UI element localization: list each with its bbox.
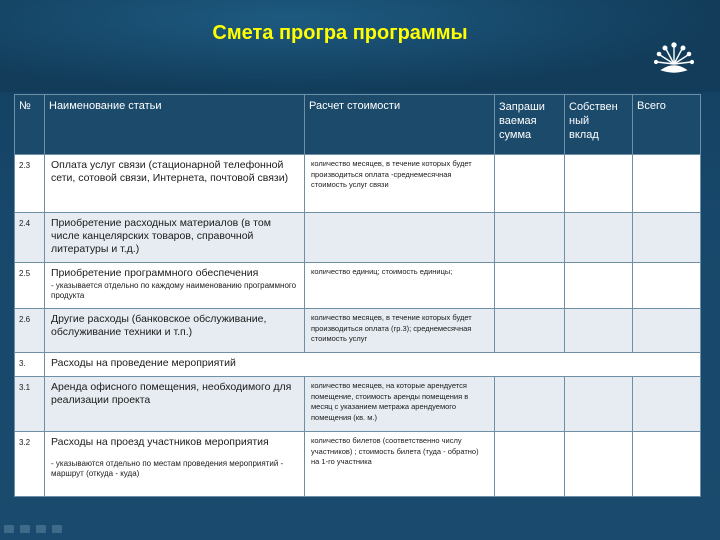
menu-icon[interactable] <box>20 525 30 533</box>
table-row <box>15 155 701 213</box>
row-note: - указывается отдельно по каждому наименованию программного продукта <box>51 281 297 300</box>
firework-logo-icon <box>654 40 694 76</box>
row-calc: количество единиц; стоимость единицы; <box>305 263 495 309</box>
table-row <box>15 263 701 309</box>
row-num: 3.1 <box>15 377 45 432</box>
row-note: - указываются отдельно по местам проведения мероприятий - маршрут (откуда - куда) <box>51 459 284 478</box>
row-calc: количество месяцев, в течение которых будет производиться оплата -среднемесячная стоимость услуг связи <box>305 155 495 213</box>
row-name: Аренда офисного помещения, необходимого для реализации проекта <box>45 377 305 432</box>
row-num: 3. <box>15 353 45 377</box>
screen-icon[interactable] <box>36 525 46 533</box>
cell-own[interactable] <box>565 377 633 432</box>
prev-arrow-icon[interactable] <box>4 525 14 533</box>
cell-total[interactable] <box>633 309 701 353</box>
budget-table <box>14 94 700 524</box>
cell-own[interactable] <box>565 155 633 213</box>
row-name: Расходы на проезд участников мероприятия <box>51 436 269 448</box>
row-num: 2.5 <box>15 263 45 309</box>
slide-navigation <box>4 523 74 537</box>
cell-requested[interactable] <box>495 432 565 497</box>
cell-requested[interactable] <box>495 155 565 213</box>
cell-own[interactable] <box>565 263 633 309</box>
cell-total[interactable] <box>633 263 701 309</box>
cell-own[interactable] <box>565 432 633 497</box>
row-num: 2.3 <box>15 155 45 213</box>
header-requested: Запраши ваемая сумма <box>495 95 565 155</box>
row-num: 3.2 <box>15 432 45 497</box>
row-calc <box>305 213 495 263</box>
table-header-row <box>15 95 701 155</box>
header-band <box>0 0 720 92</box>
row-name: Оплата услуг связи (стационарной телефонной сети, сотовой связи, Интернета, почтовой связи) <box>45 155 305 213</box>
row-name: Приобретение программного обеспечения <box>51 267 259 279</box>
header-own-contribution: Собствен ный вклад <box>565 95 633 155</box>
row-calc: количество месяцев, в течение которых будет производиться оплата (гр.3); среднемесячная стоимость услуг <box>305 309 495 353</box>
table-section-row <box>15 353 701 377</box>
row-name-cell <box>45 432 305 497</box>
next-arrow-icon[interactable] <box>52 525 62 533</box>
row-name-cell <box>45 263 305 309</box>
table-row <box>15 377 701 432</box>
header-calc: Расчет стоимости <box>305 95 495 155</box>
cell-requested[interactable] <box>495 213 565 263</box>
cell-own[interactable] <box>565 309 633 353</box>
cell-total[interactable] <box>633 155 701 213</box>
row-num: 2.6 <box>15 309 45 353</box>
row-name: Приобретение расходных материалов (в том числе канцелярских товаров, справочной литературы и т.д.) <box>45 213 305 263</box>
table-row <box>15 432 701 497</box>
header-name: Наименование статьи <box>45 95 305 155</box>
header-total: Всего <box>633 95 701 155</box>
cell-total[interactable] <box>633 213 701 263</box>
row-calc: количество месяцев, на которые арендуется помещение, стоимость аренды помещения в месяц с указанием метража арендуемого помещения (кв. м.) <box>305 377 495 432</box>
table-row <box>15 213 701 263</box>
cell-total[interactable] <box>633 377 701 432</box>
section-title: Расходы на проведение мероприятий <box>45 353 701 377</box>
header-num: № <box>15 95 45 155</box>
cell-requested[interactable] <box>495 377 565 432</box>
row-calc: количество билетов (соответственно числу участников) ; стоимость билета (туда - обратно) на 1-го участника <box>305 432 495 497</box>
cell-total[interactable] <box>633 432 701 497</box>
row-name: Другие расходы (банковское обслуживание, обслуживание техники и т.п.) <box>45 309 305 353</box>
cell-requested[interactable] <box>495 309 565 353</box>
page-title: Смета програ программы <box>212 22 468 44</box>
cell-requested[interactable] <box>495 263 565 309</box>
row-num: 2.4 <box>15 213 45 263</box>
cell-own[interactable] <box>565 213 633 263</box>
table-row <box>15 309 701 353</box>
